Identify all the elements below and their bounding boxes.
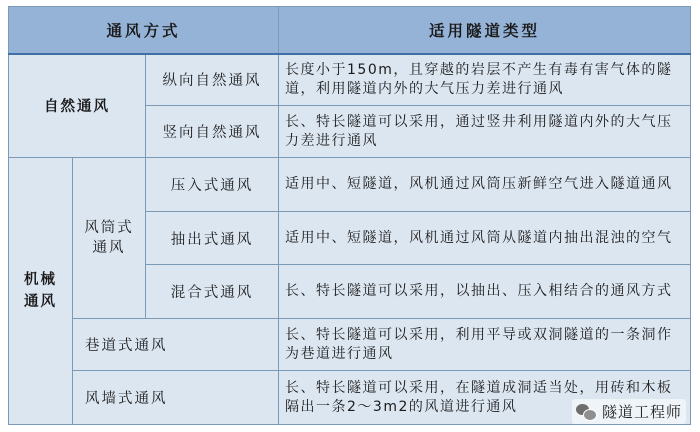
mechanical-ventilation-label: 机械通风 (24, 272, 57, 310)
header-row (9, 7, 691, 54)
method-name: 巷道式通风 (73, 319, 279, 371)
watermark-text: 隧道工程师 (601, 403, 682, 421)
wechat-icon (576, 404, 596, 420)
natural-ventilation-group: 自然通风 (9, 54, 146, 158)
table-row (9, 54, 691, 106)
header-applicable-tunnel-type: 适用隧道类型 (279, 7, 691, 54)
method-name: 竖向自然通风 (146, 106, 279, 158)
method-name: 压入式通风 (146, 158, 279, 212)
method-description: 长度小于150m，且穿越的岩层不产生有毒有害气体的隧道，利用隧道内外的大气压力差进行通风 (279, 54, 691, 106)
method-description: 长、特长隧道可以采用，利用平导或双洞隧道的一条洞作为巷道进行通风 (279, 319, 691, 371)
method-name: 风墙式通风 (73, 371, 279, 425)
method-description: 适用中、短隧道，风机通过风筒压新鲜空气进入隧道通风 (279, 158, 691, 212)
header-ventilation-method: 通风方式 (9, 7, 279, 54)
method-description: 长、特长隧道可以采用，以抽出、压入相结合的通风方式 (279, 265, 691, 319)
mechanical-ventilation-group (9, 158, 73, 425)
table-row (9, 158, 691, 212)
method-name: 纵向自然通风 (146, 54, 279, 106)
method-name: 混合式通风 (146, 265, 279, 319)
method-description: 长、特长隧道可以采用，通过竖井利用隧道内外的大气压力差进行通风 (279, 106, 691, 158)
method-description: 长、特长隧道可以采用，在隧道成洞适当处，用砖和木板隔出一条2～3m2的风道进行通风 (279, 371, 691, 425)
watermark (572, 399, 686, 424)
table-row (9, 319, 691, 371)
method-name: 抽出式通风 (146, 212, 279, 265)
duct-ventilation-label: 风筒式通风 (84, 220, 134, 256)
method-description: 适用中、短隧道，风机通过风筒从隧道内抽出混浊的空气 (279, 212, 691, 265)
duct-ventilation-group (73, 158, 146, 319)
ventilation-table (8, 6, 691, 425)
